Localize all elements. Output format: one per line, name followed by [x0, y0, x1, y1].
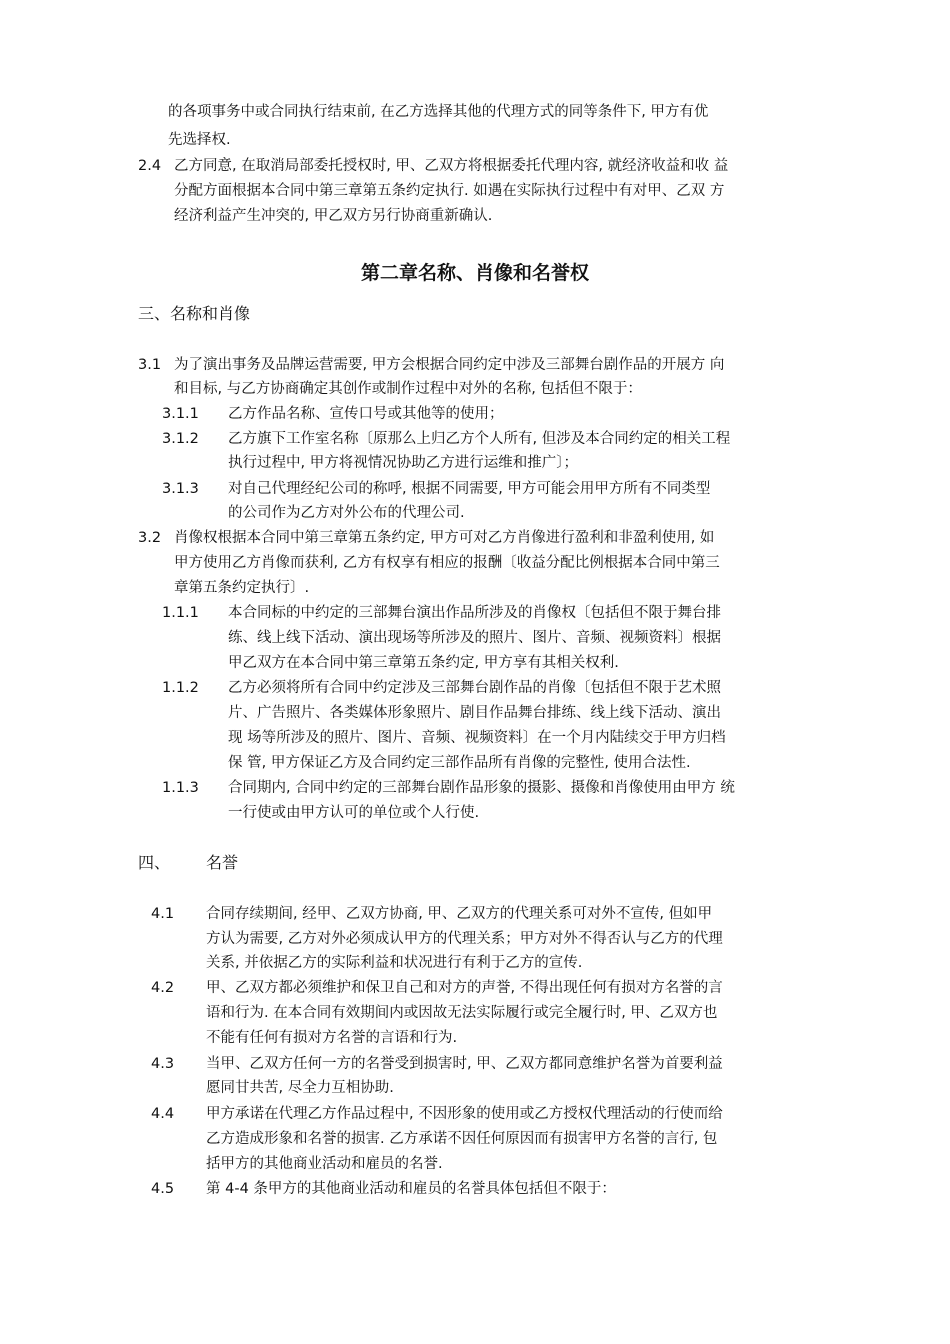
subclause-number: 3.1.2 [162, 431, 199, 447]
clause-number: 3.1 [138, 357, 162, 373]
clause-2-4-line-3: 经济利益产生冲突的, 甲乙双方另行协商重新确认. [174, 208, 493, 224]
subclause-line: 现 场等所涉及的照片、图片、音频、视频资料〕在一个月内陆续交于甲方归档 [228, 730, 726, 746]
subclause-line: 练、线上线下活动、演出现场等所涉及的照片、图片、音频、视频资料〕根据 [228, 630, 721, 646]
subclause-line: 乙方必须将所有合同中约定涉及三部舞台剧作品的肖像〔包括但不限于艺术照 [228, 680, 721, 696]
clause-2-4-line-1: 乙方同意, 在取消局部委托授权时, 甲、乙双方将根据委托代理内容, 就经济收益和收 益 [174, 158, 729, 174]
subclause-number: 1.1.1 [162, 605, 199, 621]
clause-3-1-line-1: 为了演出事务及品牌运营需要, 甲方会根据合同约定中涉及三部舞台剧作品的开展方 向 [174, 357, 725, 373]
chapter-title: 第二章名称、肖像和名誉权 [360, 262, 589, 284]
subclause-line: 的公司作为乙方对外公布的代理公司. [228, 505, 465, 521]
subclause-number: 3.1.1 [162, 406, 199, 422]
subclause-number: 1.1.2 [162, 680, 199, 696]
clause-number: 4.4 [151, 1106, 175, 1122]
subclause-line: 乙方作品名称、宣传口号或其他等的使用； [228, 406, 504, 422]
section-heading: 三、名称和肖像 [138, 304, 251, 323]
clause-line: 不能有任何有损对方名誉的言语和行为. [206, 1030, 458, 1046]
clause-line: 方认为需要, 乙方对外必须成认甲方的代理关系；甲方对外不得否认与乙方的代理 [206, 931, 723, 947]
subclause-number: 1.1.3 [162, 780, 199, 796]
intro-line-1: 的各项事务中或合同执行结束前, 在乙方选择其他的代理方式的同等条件下, 甲方有优 [168, 104, 709, 120]
clause-number: 4.5 [151, 1181, 175, 1197]
subclause-number: 3.1.3 [162, 481, 199, 497]
clause-2-4-line-2: 分配方面根据本合同中第三章第五条约定执行. 如遇在实际执行过程中有对甲、乙双 方 [174, 183, 725, 199]
clause-number: 4.2 [151, 980, 175, 996]
clause-line: 甲、乙双方都必须维护和保卫自己和对方的声誉, 不得出现任何有损对方名誉的言 [206, 980, 723, 996]
subclause-line: 一行使或由甲方认可的单位或个人行使. [228, 805, 480, 821]
intro-line-2: 先选择权. [168, 132, 231, 148]
clause-line: 愿同甘共苦, 尽全力互相协助. [206, 1080, 394, 1096]
clause-3-1-line-2: 和目标, 与乙方协商确定其创作或制作过程中对外的名称, 包括但不限于： [174, 381, 642, 397]
subclause-line: 片、广告照片、各类媒体形象照片、剧目作品舞台排练、线上线下活动、演出 [228, 705, 721, 721]
clause-line: 第 4-4 条甲方的其他商业活动和雇员的名誉具体包括但不限于： [206, 1181, 616, 1197]
clause-line: 当甲、乙双方任何一方的名誉受到损害时, 甲、乙双方都同意维护名誉为首要利益 [206, 1056, 723, 1072]
clause-line: 关系, 并依据乙方的实际利益和状况进行有利于乙方的宣传. [206, 955, 583, 971]
section-number: 四、 [138, 853, 171, 872]
clause-line: 合同存续期间, 经甲、乙双方协商, 甲、乙双方的代理关系可对外不宣传, 但如甲 [206, 906, 713, 922]
subclause-line: 执行过程中, 甲方将视情况协助乙方进行运维和推广〕； [228, 455, 578, 471]
clause-3-2-line-1: 肖像权根据本合同中第三章第五条约定, 甲方可对乙方肖像进行盈利和非盈利使用, 如 [174, 530, 715, 546]
subclause-line: 保 管, 甲方保证乙方及合同约定三部作品所有肖像的完整性, 使用合法性. [228, 755, 691, 771]
subclause-line: 合同期内, 合同中约定的三部舞台剧作品形象的摄影、摄像和肖像使用由甲方 统 [228, 780, 735, 796]
clause-line: 乙方造成形象和名誉的损害. 乙方承诺不因任何原因而有损害甲方名誉的言行, 包 [206, 1131, 718, 1147]
clause-line: 语和行为. 在本合同有效期间内或因故无法实际履行或完全履行时, 甲、乙双方也 [206, 1005, 718, 1021]
subclause-line: 对自己代理经纪公司的称呼, 根据不同需要, 甲方可能会用甲方所有不同类型 [228, 481, 711, 497]
clause-line: 甲方承诺在代理乙方作品过程中, 不因形象的使用或乙方授权代理活动的行使而给 [206, 1106, 723, 1122]
clause-line: 括甲方的其他商业活动和雇员的名誉. [206, 1156, 443, 1172]
clause-3-2-line-2: 甲方使用乙方肖像而获利, 乙方有权享有相应的报酬〔收益分配比例根据本合同中第三 [174, 555, 720, 571]
section-heading: 名誉 [206, 853, 239, 872]
clause-number: 4.3 [151, 1056, 175, 1072]
clause-3-2-line-3: 章第五条约定执行〕. [174, 580, 310, 596]
subclause-line: 乙方旗下工作室名称〔原那么上归乙方个人所有, 但涉及本合同约定的相关工程 [228, 431, 731, 447]
clause-number: 3.2 [138, 530, 162, 546]
clause-number: 4.1 [151, 906, 175, 922]
subclause-line: 甲乙双方在本合同中第三章第五条约定, 甲方享有其相关权利. [228, 655, 619, 671]
clause-number: 2.4 [138, 158, 162, 174]
subclause-line: 本合同标的中约定的三部舞台演出作品所涉及的肖像权〔包括但不限于舞台排 [228, 605, 721, 621]
